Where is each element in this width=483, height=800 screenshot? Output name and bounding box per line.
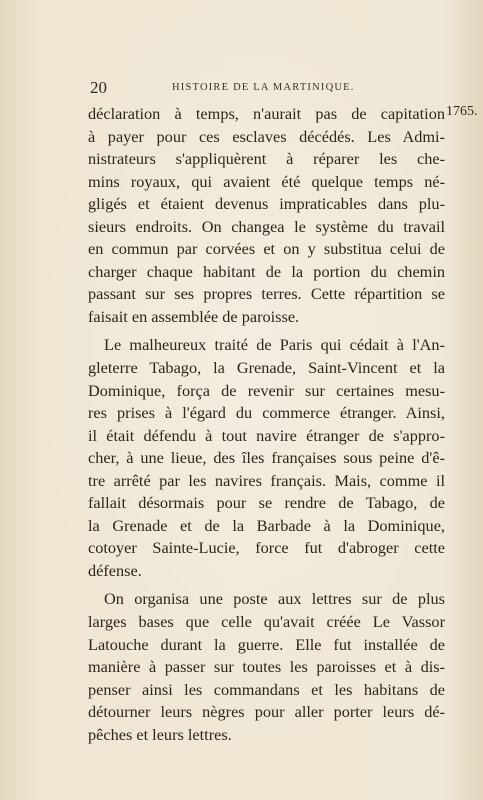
- text-line: gleterre Tabago, la Grenade, Saint-Vincent et la: [88, 358, 445, 378]
- paragraph-2: [88, 334, 445, 582]
- paragraph-1: [88, 103, 445, 328]
- text-line: gligés et étaient devenus impraticables dans plu-: [88, 194, 445, 214]
- text-line: larges bases que celle qu'avait créée Le Vassor: [88, 612, 445, 632]
- page-header: [90, 78, 440, 98]
- text-line: Le malheureux traité de Paris qui cédait à l'An-: [104, 335, 445, 355]
- text-line: Dominique, força de revenir sur certaines mesu-: [88, 380, 445, 400]
- paragraph-3: [88, 588, 445, 746]
- text-line: fallait désormais pour se rendre de Tabago, de: [88, 493, 445, 513]
- text-line: détourner leurs nègres pour aller porter leurs dé-: [88, 702, 445, 722]
- text-line: cotoyer Sainte-Lucie, force fut d'abroger cette: [88, 538, 445, 558]
- text-line: Latouche durant la guerre. Elle fut installée de: [88, 634, 445, 654]
- text-line: manière à passer sur toutes les paroisses et à dis-: [88, 657, 445, 677]
- text-line: mins royaux, qui avaient été quelque temps né-: [88, 171, 445, 191]
- text-line: nistrateurs s'appliquèrent à réparer les che-: [88, 149, 445, 169]
- running-title: HISTOIRE DE LA MARTINIQUE.: [172, 82, 355, 93]
- text-line: défense.: [88, 560, 142, 580]
- text-line: il était défendu à tout navire étranger de s'appro-: [88, 425, 445, 445]
- text-line: en commun par corvées et on y substitua celui de: [88, 239, 445, 259]
- body-text: [88, 103, 445, 746]
- text-line: sieurs endroits. On changea le système du travail: [88, 216, 445, 236]
- text-line: On organisa une poste aux lettres sur de plus: [104, 589, 445, 609]
- text-line: res prises à l'égard du commerce étranger. Ainsi,: [88, 403, 445, 423]
- text-line: faisait en assemblée de paroisse.: [88, 306, 300, 326]
- page-number: 20: [90, 78, 107, 97]
- text-line: cher, à une lieue, des îles françaises sous peine d'ê-: [88, 448, 445, 468]
- text-line: à payer pour ces esclaves décédés. Les Admi-: [88, 126, 445, 146]
- text-line: passant sur ses propres terres. Cette répartition se: [88, 284, 445, 304]
- text-line: charger chaque habitant de la portion du chemin: [88, 261, 445, 281]
- text-line: tre arrêté par les navires français. Mais, comme il: [88, 470, 445, 490]
- text-line: la Grenade et de la Barbade à la Dominique,: [88, 515, 445, 535]
- margin-year-note: 1765.: [446, 104, 478, 119]
- text-line: penser ainsi les commandans et les habitans de: [88, 679, 445, 699]
- text-line: pêches et leurs lettres.: [88, 724, 232, 744]
- text-line: déclaration à temps, n'aurait pas de capitation: [88, 104, 445, 123]
